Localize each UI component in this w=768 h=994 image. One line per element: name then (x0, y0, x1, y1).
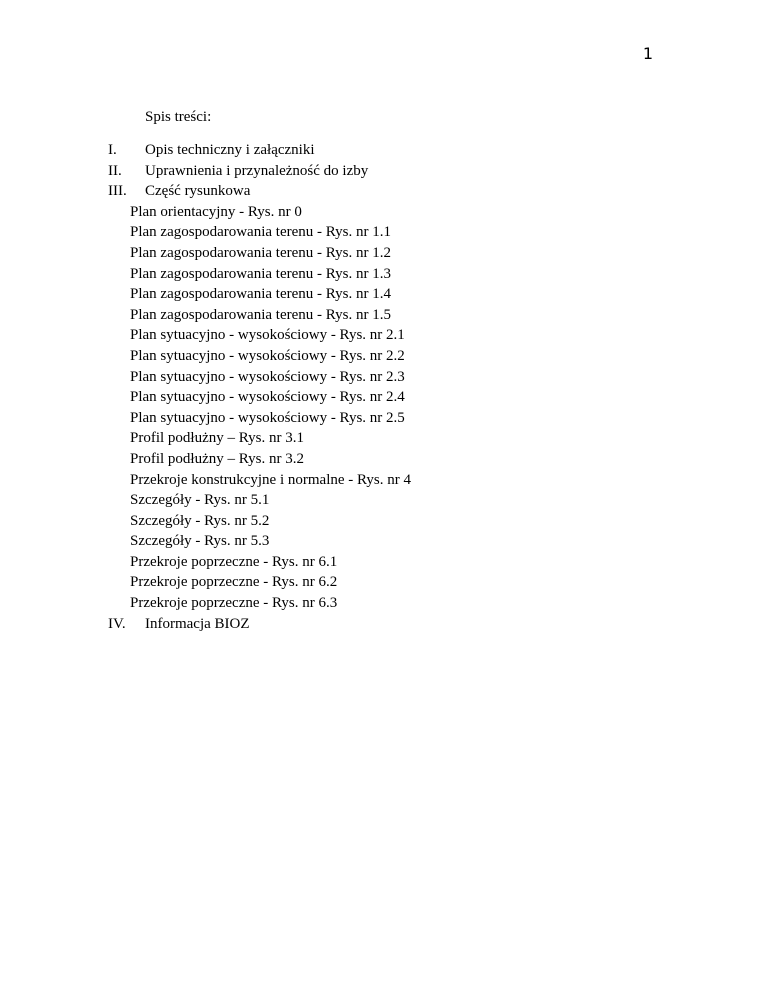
toc-drawing-item (0, 470, 768, 491)
toc-drawing-title: Przekroje poprzeczne - Rys. nr 6.3 (130, 595, 338, 612)
toc-drawing-title: Plan zagospodarowania terenu - Rys. nr 1.2 (130, 244, 391, 261)
toc-section-title: Uprawnienia i przynależność do izby (145, 162, 369, 179)
toc-drawing-item (0, 511, 768, 532)
toc-section-title: Opis techniczny i załączniki (145, 142, 315, 158)
toc-drawing-item (0, 428, 768, 449)
toc-drawing-item (0, 593, 768, 614)
toc-drawing-title: Szczegóły - Rys. nr 5.2 (130, 512, 270, 529)
toc-drawing-item (0, 531, 768, 552)
toc-drawing-item (0, 552, 768, 573)
toc-drawing-item (0, 264, 768, 285)
toc-drawing-title: Plan sytuacyjno - wysokościowy - Rys. nr 2.3 (130, 368, 405, 385)
toc-section-title: Informacja BIOZ (145, 615, 250, 632)
toc-drawing-title: Profil podłużny – Rys. nr 3.1 (130, 430, 304, 447)
toc-drawing-item (0, 325, 768, 346)
toc-section-1 (0, 140, 768, 161)
toc-drawing-item (0, 346, 768, 367)
toc-section-numeral: III. (108, 183, 127, 200)
toc-heading: Spis treści: (145, 109, 212, 125)
toc-drawing-title: Plan zagospodarowania terenu - Rys. nr 1.5 (130, 306, 391, 323)
page-number: 1 (642, 44, 654, 63)
toc-section-title: Część rysunkowa (145, 183, 251, 200)
toc-section-numeral: II. (108, 162, 122, 179)
toc-drawing-title: Przekroje poprzeczne - Rys. nr 6.2 (130, 574, 338, 591)
toc-drawing-title: Plan sytuacyjno - wysokościowy - Rys. nr 2.1 (130, 327, 405, 344)
toc-section-4 (0, 614, 768, 635)
toc-section-numeral: IV. (108, 615, 126, 632)
toc-drawing-item (0, 408, 768, 429)
toc-drawing-item (0, 284, 768, 305)
toc-drawing-title: Plan zagospodarowania terenu - Rys. nr 1.3 (130, 265, 391, 282)
toc-section-3 (0, 181, 768, 202)
toc-drawing-title: Profil podłużny – Rys. nr 3.2 (130, 450, 304, 467)
toc-drawing-item (0, 387, 768, 408)
toc-section-numeral: I. (108, 142, 117, 158)
toc-drawing-title: Plan orientacyjny - Rys. nr 0 (130, 203, 302, 220)
toc-drawing-title: Szczegóły - Rys. nr 5.1 (130, 492, 270, 509)
toc-drawing-title: Plan zagospodarowania terenu - Rys. nr 1.4 (130, 286, 391, 303)
toc-drawing-title: Przekroje poprzeczne - Rys. nr 6.1 (130, 553, 338, 570)
toc-section-2 (0, 161, 768, 182)
toc-drawing-item (0, 367, 768, 388)
table-of-contents (0, 140, 768, 634)
toc-drawing-title: Szczegóły - Rys. nr 5.3 (130, 533, 270, 550)
toc-drawing-title: Plan zagospodarowania terenu - Rys. nr 1.1 (130, 224, 391, 241)
toc-drawing-item (0, 490, 768, 511)
toc-drawing-title: Plan sytuacyjno - wysokościowy - Rys. nr 2.4 (130, 389, 405, 406)
toc-drawing-item (0, 222, 768, 243)
toc-drawing-item (0, 449, 768, 470)
toc-drawing-item (0, 243, 768, 264)
toc-drawing-title: Plan sytuacyjno - wysokościowy - Rys. nr 2.2 (130, 347, 405, 364)
toc-drawing-item (0, 305, 768, 326)
toc-drawing-item (0, 202, 768, 223)
toc-drawing-item (0, 572, 768, 593)
toc-drawing-title: Przekroje konstrukcyjne i normalne - Rys. nr 4 (130, 471, 412, 488)
toc-drawing-title: Plan sytuacyjno - wysokościowy - Rys. nr 2.5 (130, 409, 405, 426)
